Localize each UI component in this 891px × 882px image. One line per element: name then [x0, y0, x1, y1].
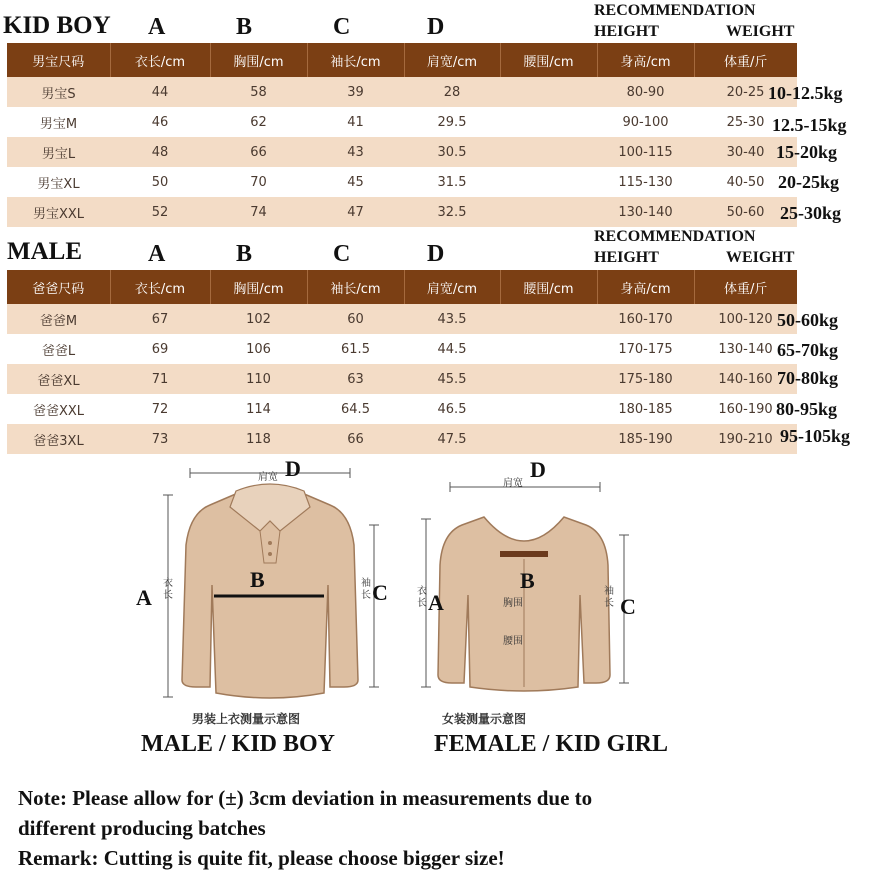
male-header-chest: 胸围/cm — [210, 270, 307, 304]
table-row — [7, 334, 797, 364]
table-cell: 爸爸L — [7, 334, 110, 364]
male-label-a: A — [136, 585, 152, 610]
male-rec-height: HEIGHT — [594, 249, 659, 266]
kid-letter-c: C — [333, 14, 351, 40]
table-row — [7, 394, 797, 424]
table-cell: 180-185 — [597, 394, 694, 424]
table-cell: 41 — [307, 107, 404, 137]
kid-kg-2: 15-20kg — [776, 142, 838, 162]
table-cell: 25-30 — [694, 107, 797, 137]
table-cell: 140-160 — [694, 364, 797, 394]
table-cell: 170-175 — [597, 334, 694, 364]
female-neck-band — [500, 551, 548, 557]
female-label-c: C — [620, 594, 636, 619]
table-row — [7, 77, 797, 107]
male-rec-label: RECOMMENDATION — [594, 228, 756, 245]
table-cell: 115-130 — [597, 167, 694, 197]
table-cell: 男宝XL — [7, 167, 110, 197]
female-chest-cn: 胸围 — [503, 598, 523, 609]
table-cell: 72 — [110, 394, 210, 424]
male-header-sleeve: 袖长/cm — [307, 270, 404, 304]
table-cell: 30-40 — [694, 137, 797, 167]
table-cell: 52 — [110, 197, 210, 227]
male-kg-4: 95-105kg — [780, 426, 851, 446]
kid-kg-0: 10-12.5kg — [768, 83, 843, 103]
female-length-cn: 衣长 — [417, 586, 427, 609]
kid-header-length: 衣长/cm — [110, 43, 210, 77]
table-cell: 160-170 — [597, 304, 694, 334]
table-cell: 44.5 — [404, 334, 500, 364]
male-header-length: 衣长/cm — [110, 270, 210, 304]
female-label-d: D — [530, 457, 546, 482]
kid-kg-4: 25-30kg — [780, 203, 842, 223]
female-label-a: A — [428, 590, 444, 615]
table-cell: 46 — [110, 107, 210, 137]
table-cell: 190-210 — [694, 424, 797, 454]
table-cell: 69 — [110, 334, 210, 364]
table-cell: 64.5 — [307, 394, 404, 424]
female-caption-cn: 女装测量示意图 — [442, 712, 527, 726]
table-cell: 74 — [210, 197, 307, 227]
female-shoulder-cn: 肩宽 — [503, 478, 523, 489]
table-cell: 30.5 — [404, 137, 500, 167]
table-cell: 43 — [307, 137, 404, 167]
table-row — [7, 197, 797, 227]
table-cell: 58 — [210, 77, 307, 107]
table-cell: 106 — [210, 334, 307, 364]
female-waist-cn: 腰围 — [503, 636, 523, 647]
table-cell — [500, 167, 597, 197]
female-label-b: B — [520, 568, 535, 593]
table-cell: 45.5 — [404, 364, 500, 394]
male-letter-d: D — [427, 241, 445, 267]
table-cell — [500, 334, 597, 364]
note-line-2: different producing batches — [18, 816, 266, 840]
kid-section-title: KID BOY — [3, 12, 111, 39]
table-cell: 29.5 — [404, 107, 500, 137]
kid-header-height: 身高/cm — [597, 43, 694, 77]
table-cell: 44 — [110, 77, 210, 107]
table-cell: 爸爸M — [7, 304, 110, 334]
male-label-d: D — [285, 456, 301, 481]
table-cell — [500, 107, 597, 137]
table-cell: 47.5 — [404, 424, 500, 454]
male-rec-weight: WEIGHT — [726, 249, 795, 266]
table-cell: 20-25 — [694, 77, 797, 107]
table-cell: 130-140 — [694, 334, 797, 364]
table-cell — [500, 424, 597, 454]
table-cell: 43.5 — [404, 304, 500, 334]
table-row — [7, 364, 797, 394]
table-cell: 39 — [307, 77, 404, 107]
kid-rec-weight: WEIGHT — [726, 23, 795, 40]
table-cell — [500, 137, 597, 167]
kid-header-chest: 胸围/cm — [210, 43, 307, 77]
female-sleeve-cn: 袖长 — [604, 586, 614, 609]
table-cell: 男宝M — [7, 107, 110, 137]
note-line-1: Note: Please allow for (±) 3cm deviation in measurements due to — [18, 786, 593, 810]
table-cell: 118 — [210, 424, 307, 454]
table-cell: 60 — [307, 304, 404, 334]
table-cell: 66 — [210, 137, 307, 167]
table-cell: 130-140 — [597, 197, 694, 227]
male-letter-b: B — [236, 241, 253, 267]
table-cell: 48 — [110, 137, 210, 167]
kid-letter-d: D — [427, 14, 445, 40]
table-cell: 32.5 — [404, 197, 500, 227]
kid-size-table — [7, 43, 797, 227]
male-header-shoulder: 肩宽/cm — [404, 270, 500, 304]
male-header-waist: 腰围/cm — [500, 270, 597, 304]
remark-line: Remark: Cutting is quite fit, please choose bigger size! — [18, 846, 505, 870]
table-cell: 73 — [110, 424, 210, 454]
table-cell — [500, 394, 597, 424]
table-cell: 63 — [307, 364, 404, 394]
kid-header-row — [7, 43, 797, 77]
male-header-height: 身高/cm — [597, 270, 694, 304]
table-cell: 爸爸3XL — [7, 424, 110, 454]
female-kid-girl-caption: FEMALE / KID GIRL — [434, 731, 669, 757]
male-letter-c: C — [333, 241, 351, 267]
table-cell: 67 — [110, 304, 210, 334]
kid-rec-label: RECOMMENDATION — [594, 2, 756, 19]
table-row — [7, 167, 797, 197]
table-cell: 31.5 — [404, 167, 500, 197]
table-cell: 46.5 — [404, 394, 500, 424]
table-cell: 114 — [210, 394, 307, 424]
kid-kg-3: 20-25kg — [778, 172, 840, 192]
male-label-b: B — [250, 567, 265, 592]
table-cell: 50 — [110, 167, 210, 197]
table-cell: 90-100 — [597, 107, 694, 137]
male-kg-1: 65-70kg — [777, 340, 839, 360]
table-cell: 160-190 — [694, 394, 797, 424]
table-cell — [500, 77, 597, 107]
table-cell: 50-60 — [694, 197, 797, 227]
kid-header-weight: 体重/斤 — [694, 43, 797, 77]
male-length-cn: 衣长 — [163, 578, 173, 601]
table-cell — [500, 304, 597, 334]
male-letter-a: A — [148, 241, 166, 267]
table-cell: 40-50 — [694, 167, 797, 197]
table-cell: 爸爸XXL — [7, 394, 110, 424]
kid-header-sleeve: 袖长/cm — [307, 43, 404, 77]
table-cell — [500, 197, 597, 227]
male-header-weight: 体重/斤 — [694, 270, 797, 304]
kid-rec-height: HEIGHT — [594, 23, 659, 40]
table-cell: 80-90 — [597, 77, 694, 107]
kid-letter-b: B — [236, 14, 253, 40]
table-cell: 男宝S — [7, 77, 110, 107]
male-section-title: MALE — [7, 238, 82, 265]
kid-kg-1: 12.5-15kg — [772, 115, 847, 135]
male-garment-diagram — [150, 455, 390, 730]
table-row — [7, 137, 797, 167]
table-cell: 61.5 — [307, 334, 404, 364]
table-cell: 男宝XXL — [7, 197, 110, 227]
table-cell: 100-120 — [694, 304, 797, 334]
kid-header-size: 男宝尺码 — [7, 43, 110, 77]
table-cell: 62 — [210, 107, 307, 137]
male-caption-cn: 男装上衣测量示意图 — [192, 712, 301, 726]
table-cell: 71 — [110, 364, 210, 394]
table-cell: 102 — [210, 304, 307, 334]
male-kg-0: 50-60kg — [777, 310, 839, 330]
kid-letter-a: A — [148, 14, 166, 40]
table-cell: 47 — [307, 197, 404, 227]
table-row — [7, 304, 797, 334]
table-row — [7, 107, 797, 137]
kid-header-waist: 腰围/cm — [500, 43, 597, 77]
table-cell: 45 — [307, 167, 404, 197]
table-cell: 男宝L — [7, 137, 110, 167]
male-header-size: 爸爸尺码 — [7, 270, 110, 304]
kid-header-shoulder: 肩宽/cm — [404, 43, 500, 77]
table-row — [7, 424, 797, 454]
table-cell: 爸爸XL — [7, 364, 110, 394]
table-cell: 100-115 — [597, 137, 694, 167]
male-kid-boy-caption: MALE / KID BOY — [141, 731, 336, 757]
male-label-c: C — [372, 580, 388, 605]
table-cell: 110 — [210, 364, 307, 394]
table-cell: 185-190 — [597, 424, 694, 454]
table-cell: 66 — [307, 424, 404, 454]
table-cell: 175-180 — [597, 364, 694, 394]
male-size-table — [7, 270, 797, 454]
table-cell: 28 — [404, 77, 500, 107]
male-kg-3: 80-95kg — [776, 399, 838, 419]
male-sleeve-cn: 袖长 — [361, 578, 371, 601]
male-shoulder-cn: 肩宽 — [258, 472, 278, 483]
table-cell — [500, 364, 597, 394]
male-kg-2: 70-80kg — [777, 368, 839, 388]
table-cell: 70 — [210, 167, 307, 197]
male-header-row — [7, 270, 797, 304]
